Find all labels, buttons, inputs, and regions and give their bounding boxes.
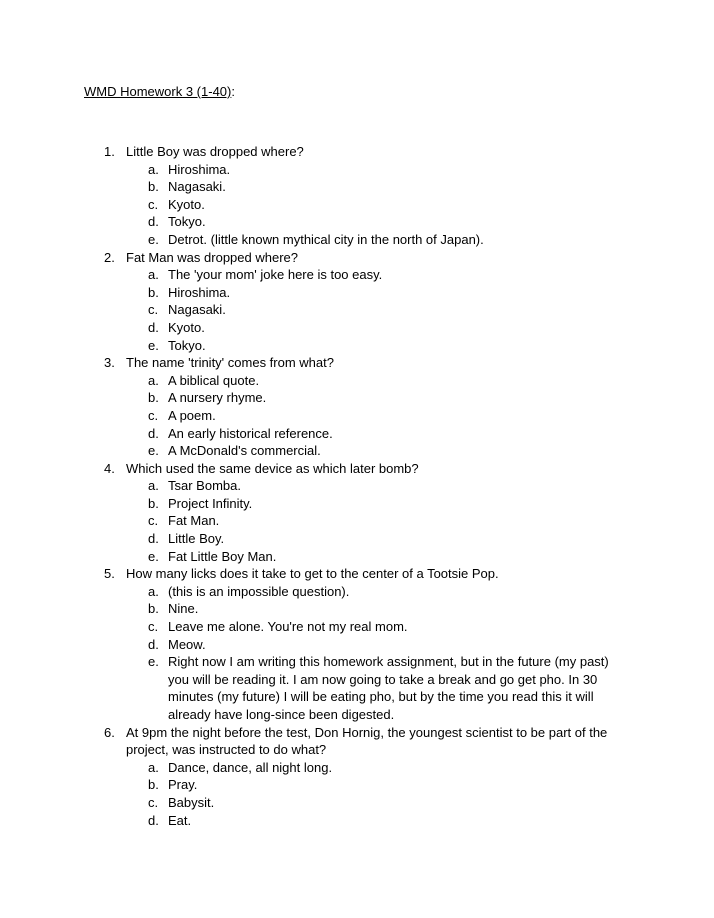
answer-option xyxy=(126,178,630,196)
answer-option xyxy=(126,266,630,284)
answer-option xyxy=(126,389,630,407)
answer-list xyxy=(126,477,630,565)
answer-text: Tokyo. xyxy=(168,214,206,230)
answer-text: Dance, dance, all night long. xyxy=(168,759,333,775)
answer-option xyxy=(126,776,630,794)
answer-list xyxy=(126,759,630,829)
answer-option xyxy=(126,301,630,319)
document-title-text: WMD Homework 3 (1-40) xyxy=(84,84,232,99)
answer-letter: c. xyxy=(148,196,159,212)
answer-letter: b. xyxy=(148,601,159,617)
answer-option xyxy=(126,530,630,548)
answer-option xyxy=(126,372,630,390)
question-number: 1. xyxy=(104,144,115,159)
answer-text: Tokyo. xyxy=(168,337,206,353)
question-text: The name 'trinity' comes from what? xyxy=(126,355,334,371)
question-number: 5. xyxy=(104,566,115,582)
answer-text: Right now I am writing this homework assignment, but in the future (my past) you will be reading it. I am now going to take a break and go get pho. In 30 minutes (my future) I will be eating pho, but by the time you read this it will already have long-since been digested. xyxy=(168,654,609,722)
answer-option xyxy=(126,495,630,513)
document-title xyxy=(84,84,235,100)
answer-letter: e. xyxy=(148,231,159,247)
answer-option xyxy=(126,161,630,179)
answer-letter: e. xyxy=(148,654,159,670)
answer-option xyxy=(126,548,630,566)
answer-text: A biblical quote. xyxy=(168,372,260,388)
question-item xyxy=(0,143,714,249)
answer-option xyxy=(126,759,630,777)
answer-letter: d. xyxy=(148,636,159,652)
answer-option xyxy=(126,812,630,830)
answer-letter: c. xyxy=(148,302,159,318)
answer-letter: b. xyxy=(148,777,159,793)
answer-text: Meow. xyxy=(168,636,206,652)
answer-option xyxy=(126,794,630,812)
answer-text: Kyoto. xyxy=(168,196,205,212)
answer-text: Tsar Bomba. xyxy=(168,478,241,494)
question-item xyxy=(0,724,714,830)
answer-text: A McDonald's commercial. xyxy=(168,443,321,459)
answer-letter: b. xyxy=(148,179,159,195)
answer-text: Babysit. xyxy=(168,794,215,810)
answer-text: Detrot. (little known mythical city in the north of Japan). xyxy=(168,231,484,247)
answer-letter: c. xyxy=(148,407,159,423)
answer-option xyxy=(126,583,630,601)
question-text: Which used the same device as which later bomb? xyxy=(126,460,419,476)
answer-text: Little Boy. xyxy=(168,531,225,547)
answer-text: Kyoto. xyxy=(168,319,205,335)
answer-letter: b. xyxy=(148,390,159,406)
document-title-colon: : xyxy=(231,84,235,99)
answer-option xyxy=(126,442,630,460)
question-number: 3. xyxy=(104,355,115,371)
answer-list xyxy=(126,161,630,249)
answer-text: The 'your mom' joke here is too easy. xyxy=(168,267,383,283)
question-number: 2. xyxy=(104,249,115,265)
answer-list xyxy=(126,583,630,724)
answer-text: Hiroshima. xyxy=(168,284,231,300)
answer-text: An early historical reference. xyxy=(168,425,333,441)
answer-text: Project Infinity. xyxy=(168,495,253,511)
question-text: Fat Man was dropped where? xyxy=(126,249,298,265)
question-text: How many licks does it take to get to the center of a Tootsie Pop. xyxy=(126,566,499,582)
answer-letter: b. xyxy=(148,495,159,511)
answer-option xyxy=(126,213,630,231)
answer-option xyxy=(126,319,630,337)
question-item xyxy=(0,565,714,723)
answer-letter: a. xyxy=(148,267,159,283)
answer-option xyxy=(126,477,630,495)
answer-text: Nine. xyxy=(168,601,199,617)
question-text: At 9pm the night before the test, Don Hornig, the youngest scientist to be part of the project, was instructed to do what? xyxy=(126,724,608,758)
answer-letter: d. xyxy=(148,812,159,828)
answer-text: Leave me alone. You're not my real mom. xyxy=(168,619,408,635)
answer-option xyxy=(126,337,630,355)
answer-text: Eat. xyxy=(168,812,192,828)
answer-option xyxy=(126,600,630,618)
answer-letter: d. xyxy=(148,425,159,441)
answer-letter: d. xyxy=(148,531,159,547)
answer-option xyxy=(126,512,630,530)
answer-text: A nursery rhyme. xyxy=(168,390,267,406)
question-item xyxy=(0,354,714,460)
answer-letter: a. xyxy=(148,583,159,599)
answer-letter: b. xyxy=(148,284,159,300)
answer-letter: c. xyxy=(148,794,159,810)
answer-letter: c. xyxy=(148,619,159,635)
answer-list xyxy=(126,372,630,460)
answer-option xyxy=(126,425,630,443)
answer-option xyxy=(126,618,630,636)
answer-letter: a. xyxy=(148,478,159,494)
question-text: Little Boy was dropped where? xyxy=(126,144,304,159)
answer-text: Fat Man. xyxy=(168,513,220,529)
answer-option xyxy=(126,231,630,249)
answer-option xyxy=(126,653,630,723)
answer-text: Pray. xyxy=(168,777,198,793)
question-item xyxy=(0,249,714,355)
answer-text: Hiroshima. xyxy=(168,161,231,177)
answer-text: Nagasaki. xyxy=(168,179,226,195)
answer-letter: d. xyxy=(148,319,159,335)
answer-option xyxy=(126,196,630,214)
answer-letter: e. xyxy=(148,443,159,459)
answer-text: A poem. xyxy=(168,407,216,423)
question-item xyxy=(0,460,714,566)
answer-letter: e. xyxy=(148,548,159,564)
answer-letter: a. xyxy=(148,372,159,388)
answer-letter: c. xyxy=(148,513,159,529)
answer-letter: d. xyxy=(148,214,159,230)
answer-text: Fat Little Boy Man. xyxy=(168,548,277,564)
answer-letter: e. xyxy=(148,337,159,353)
answer-text: (this is an impossible question). xyxy=(168,583,350,599)
answer-option xyxy=(126,407,630,425)
answer-text: Nagasaki. xyxy=(168,302,226,318)
answer-option xyxy=(126,636,630,654)
answer-list xyxy=(126,266,630,354)
question-number: 6. xyxy=(104,724,115,740)
answer-option xyxy=(126,284,630,302)
question-number: 4. xyxy=(104,460,115,476)
question-list xyxy=(0,143,714,829)
answer-letter: a. xyxy=(148,759,159,775)
answer-letter: a. xyxy=(148,161,159,177)
